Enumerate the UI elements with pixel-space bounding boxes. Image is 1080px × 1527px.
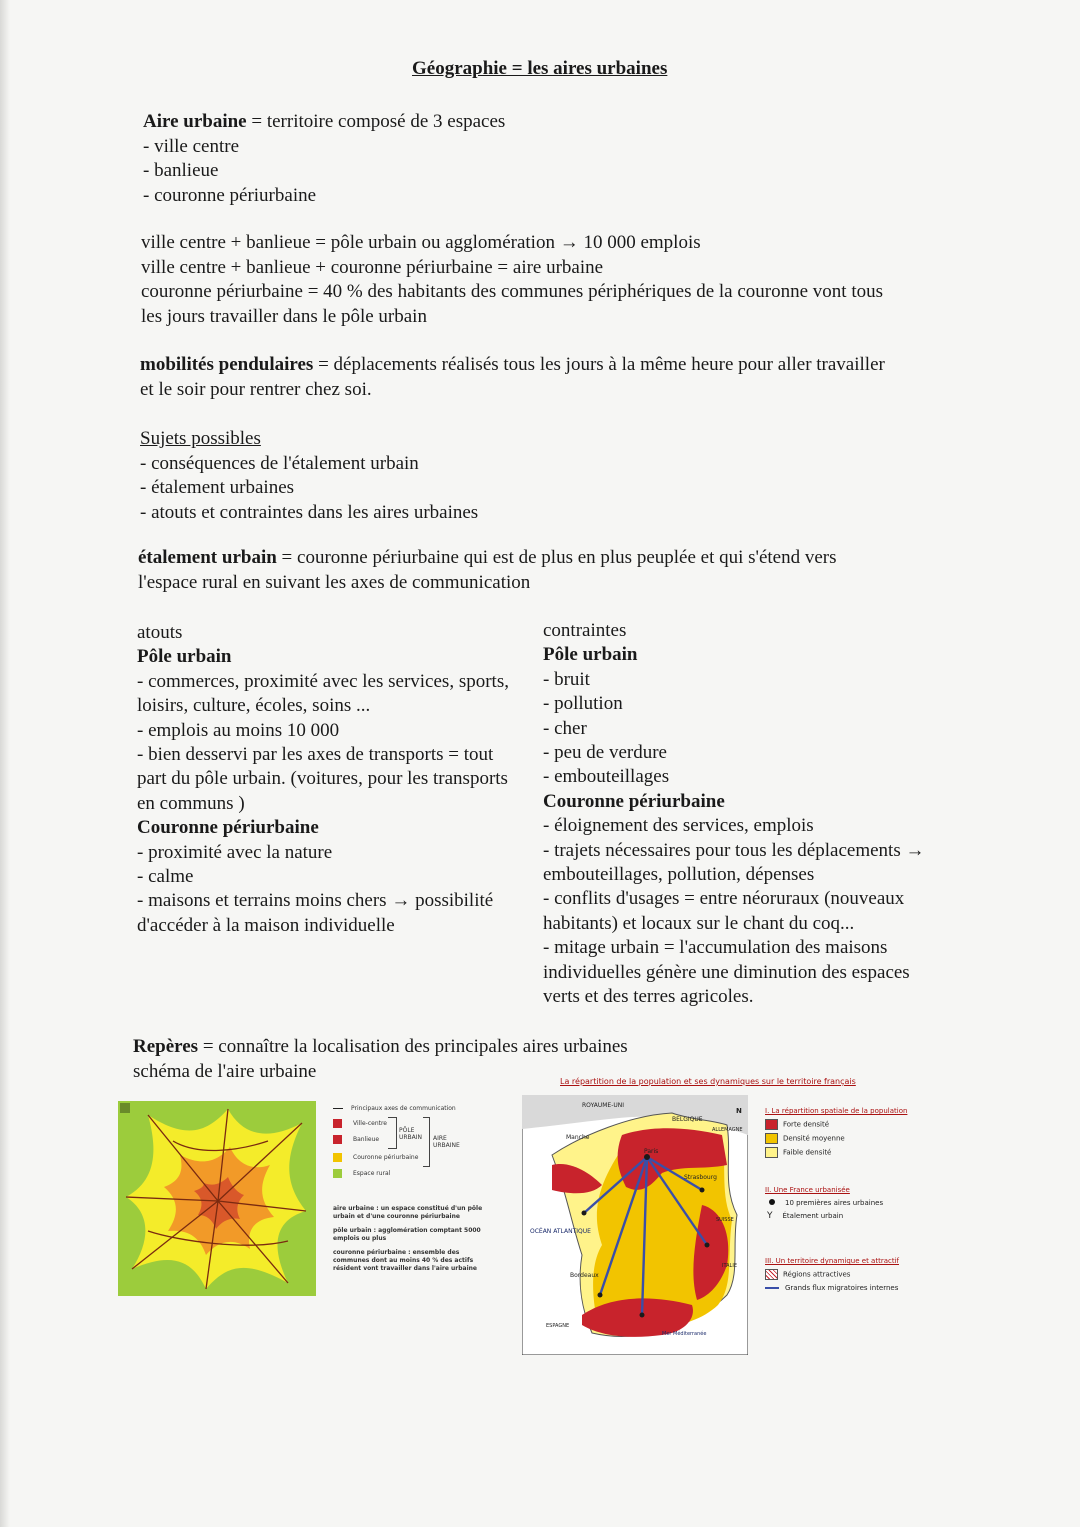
sujets-heading: Sujets possibles xyxy=(140,428,261,449)
map-legend-h3: III. Un territoire dynamique et attractif xyxy=(765,1257,899,1265)
arrow-icon xyxy=(765,1287,779,1289)
equation-line: les jours travailler dans le pôle urbain xyxy=(141,305,427,327)
atouts-line: - proximité avec la nature xyxy=(137,841,333,863)
legend-etalement-label: Étalement urbain xyxy=(782,1212,844,1220)
page-title: Géographie = les aires urbaines xyxy=(412,58,668,79)
ville-swatch xyxy=(333,1119,342,1128)
legend-definitions xyxy=(333,1205,483,1273)
legend-forte-row xyxy=(765,1119,907,1130)
legend-faible-label: Faible densité xyxy=(783,1148,832,1157)
atouts-line: d'accéder à la maison individuelle xyxy=(137,914,395,936)
map-label-allemagne: ALLEMAGNE xyxy=(712,1127,743,1133)
map-legend-h1: I. La répartition spatiale de la population xyxy=(765,1107,908,1115)
legend-def-aire: aire urbaine : un espace constitué d'un pôle urbain et d'une couronne périurbaine xyxy=(333,1205,483,1220)
faible-swatch xyxy=(765,1147,778,1158)
contraintes-couronne-heading: Couronne périurbaine xyxy=(543,790,725,812)
aire-urbaine-schema xyxy=(118,1101,316,1296)
france-map xyxy=(522,1095,748,1355)
map-label-uk: ROYAUME-UNI xyxy=(582,1102,625,1109)
intro-block xyxy=(143,110,505,208)
etalement-line1: = couronne périurbaine qui est de plus en plus peuplée et qui s'étend vers xyxy=(276,547,837,568)
legend-aires-label: 10 premières aires urbaines xyxy=(785,1199,884,1207)
contraintes-heading: contraintes xyxy=(543,620,627,641)
legend-regions-row xyxy=(765,1269,907,1280)
contraintes-line: - mitage urbain = l'accumulation des maisons xyxy=(543,937,888,959)
map-label-ocean: OCÉAN ATLANTIQUE xyxy=(530,1228,591,1235)
atouts-line: - calme xyxy=(137,866,194,888)
intro-item: - couronne périurbaine xyxy=(143,184,317,206)
equation-line: ville centre + banlieue + couronne périurbaine = aire urbaine xyxy=(141,256,604,278)
intro-term: Aire urbaine xyxy=(143,111,247,132)
reperes-term: Repères xyxy=(133,1036,199,1057)
etalement-block xyxy=(138,546,837,595)
atouts-line: - bien desservi par les axes de transports = tout xyxy=(137,744,494,766)
contraintes-line: - embouteillages xyxy=(543,766,670,788)
legend-ville-label: Ville-centre xyxy=(353,1120,388,1127)
contraintes-line: - éloignement des services, emplois xyxy=(543,815,814,837)
mobilites-block xyxy=(140,353,885,402)
contraintes-line: embouteillages, pollution, dépenses xyxy=(543,864,815,886)
sujet-item: - atouts et contraintes dans les aires urbaines xyxy=(140,501,479,523)
legend-axes-label: Principaux axes de communication xyxy=(351,1104,456,1112)
legend-row-axes xyxy=(333,1103,483,1113)
atouts-couronne-heading: Couronne périurbaine xyxy=(137,817,319,839)
map-label-strasbourg: Strasbourg xyxy=(684,1174,717,1181)
intro-item: - ville centre xyxy=(143,135,240,157)
moyenne-swatch xyxy=(765,1133,778,1144)
contraintes-line: - peu de verdure xyxy=(543,742,667,764)
map-label-italie: ITALIE xyxy=(722,1263,737,1269)
legend-flux-row xyxy=(765,1284,907,1292)
dot-icon xyxy=(769,1199,775,1205)
equation-line: couronne périurbaine = 40 % des habitants des communes périphériques de la couronne vont tous xyxy=(141,281,884,302)
intro-item: - banlieue xyxy=(143,160,219,181)
sujet-item: - conséquences de l'étalement urbain xyxy=(140,452,419,474)
atouts-pole-heading: Pôle urbain xyxy=(137,646,232,668)
contraintes-line: - bruit xyxy=(543,668,590,690)
contraintes-line: - cher xyxy=(543,717,587,739)
north-arrow-icon: N xyxy=(736,1107,742,1115)
schema-legend xyxy=(333,1103,483,1283)
legend-regions-label: Régions attractives xyxy=(783,1270,851,1279)
mobilites-line2: et le soir pour rentrer chez soi. xyxy=(140,378,372,400)
legend-pole-label: PÔLE URBAIN xyxy=(399,1127,423,1141)
couronne-swatch xyxy=(333,1153,342,1162)
intro-def: = territoire composé de 3 espaces xyxy=(246,111,506,132)
pole-bracket xyxy=(388,1117,397,1149)
atouts-line: loisirs, culture, écoles, soins ... xyxy=(137,695,371,717)
sujets-block xyxy=(140,427,478,525)
schema-corner-mark xyxy=(120,1103,130,1113)
mobilites-line1: = déplacements réalisés tous les jours à la même heure pour aller travailler xyxy=(313,354,885,375)
banlieue-swatch xyxy=(333,1135,342,1144)
map-label-manche: Manche xyxy=(566,1134,590,1141)
etalement-line2: l'espace rural en suivant les axes de communication xyxy=(138,571,531,593)
legend-moyenne-label: Densité moyenne xyxy=(783,1134,845,1143)
reperes-def: = connaître la localisation des principales aires urbaines xyxy=(198,1036,628,1057)
rural-swatch xyxy=(333,1169,342,1178)
atouts-line: - commerces, proximité avec les services, sports, xyxy=(137,670,509,692)
contraintes-pole-heading: Pôle urbain xyxy=(543,644,638,666)
contraintes-line: habitants) et locaux sur le chant du coq... xyxy=(543,912,855,934)
map-label-bordeaux: Bordeaux xyxy=(570,1272,599,1279)
legend-def-pole: pôle urbain : agglomération comptant 5000 emplois ou plus xyxy=(333,1227,481,1242)
map-legend xyxy=(765,1107,907,1292)
contraintes-line: - conflits d'usages = entre néoruraux (nouveaux xyxy=(543,888,905,910)
legend-etalement-row xyxy=(765,1211,907,1221)
aire-bracket xyxy=(423,1117,430,1167)
contraintes-line: - trajets nécessaires pour tous les déplacements → xyxy=(543,839,925,861)
hatch-swatch xyxy=(765,1269,778,1280)
legend-moyenne-row xyxy=(765,1133,907,1144)
map-legend-h2: II. Une France urbanisée xyxy=(765,1186,850,1194)
legend-couronne-label: Couronne périurbaine xyxy=(353,1154,419,1161)
legend-rural-label: Espace rural xyxy=(353,1170,391,1177)
atouts-column xyxy=(137,621,509,938)
legend-forte-label: Forte densité xyxy=(783,1120,830,1129)
equation-line: ville centre + banlieue = pôle urbain ou agglomération → 10 000 emplois xyxy=(141,232,701,253)
reperes-schema: schéma de l'aire urbaine xyxy=(133,1060,317,1082)
line-icon xyxy=(333,1108,343,1109)
legend-color-rows xyxy=(333,1119,483,1189)
equations-block xyxy=(141,231,883,329)
map-label-paris: Paris xyxy=(644,1148,659,1155)
etalement-term: étalement urbain xyxy=(138,547,277,568)
forte-swatch xyxy=(765,1119,778,1130)
atouts-line: - maisons et terrains moins chers → possibilité xyxy=(137,890,494,912)
contraintes-line: - pollution xyxy=(543,693,623,715)
spread-icon: Y xyxy=(767,1211,773,1221)
map-label-belgique: BELGIQUE xyxy=(672,1116,703,1123)
legend-aires-row xyxy=(765,1199,907,1207)
map-label-mer: Mer Méditerranée xyxy=(662,1331,707,1337)
contraintes-column xyxy=(543,619,924,1010)
contraintes-line: verts et des terres agricoles. xyxy=(543,986,754,1008)
legend-faible-row xyxy=(765,1147,907,1158)
map-label-espagne: ESPAGNE xyxy=(546,1323,570,1329)
atouts-heading: atouts xyxy=(137,622,183,643)
atouts-line: - emplois au moins 10 000 xyxy=(137,719,340,741)
map-title: La répartition de la population et ses dynamiques sur le territoire français xyxy=(560,1077,856,1086)
legend-aire-label: AIRE URBAINE xyxy=(433,1135,460,1149)
mobilites-term: mobilités pendulaires xyxy=(140,354,314,375)
contraintes-line: individuelles génère une diminution des espaces xyxy=(543,961,910,983)
legend-def-couronne: couronne périurbaine : ensemble des communes dont au moins 40 % des actifs résident vont travailler dans l'aire urbaine xyxy=(333,1249,477,1272)
reperes-block xyxy=(133,1035,628,1084)
intro-definition xyxy=(143,110,505,135)
sujet-item: - étalement urbaines xyxy=(140,477,295,498)
map-label-suisse: SUISSE xyxy=(716,1217,734,1223)
atouts-line: en communs ) xyxy=(137,792,245,814)
legend-banlieue-label: Banlieue xyxy=(353,1136,380,1143)
atouts-line: part du pôle urbain. (voitures, pour les transports xyxy=(137,768,508,790)
legend-flux-label: Grands flux migratoires internes xyxy=(785,1284,899,1292)
scan-edge xyxy=(0,0,10,1527)
